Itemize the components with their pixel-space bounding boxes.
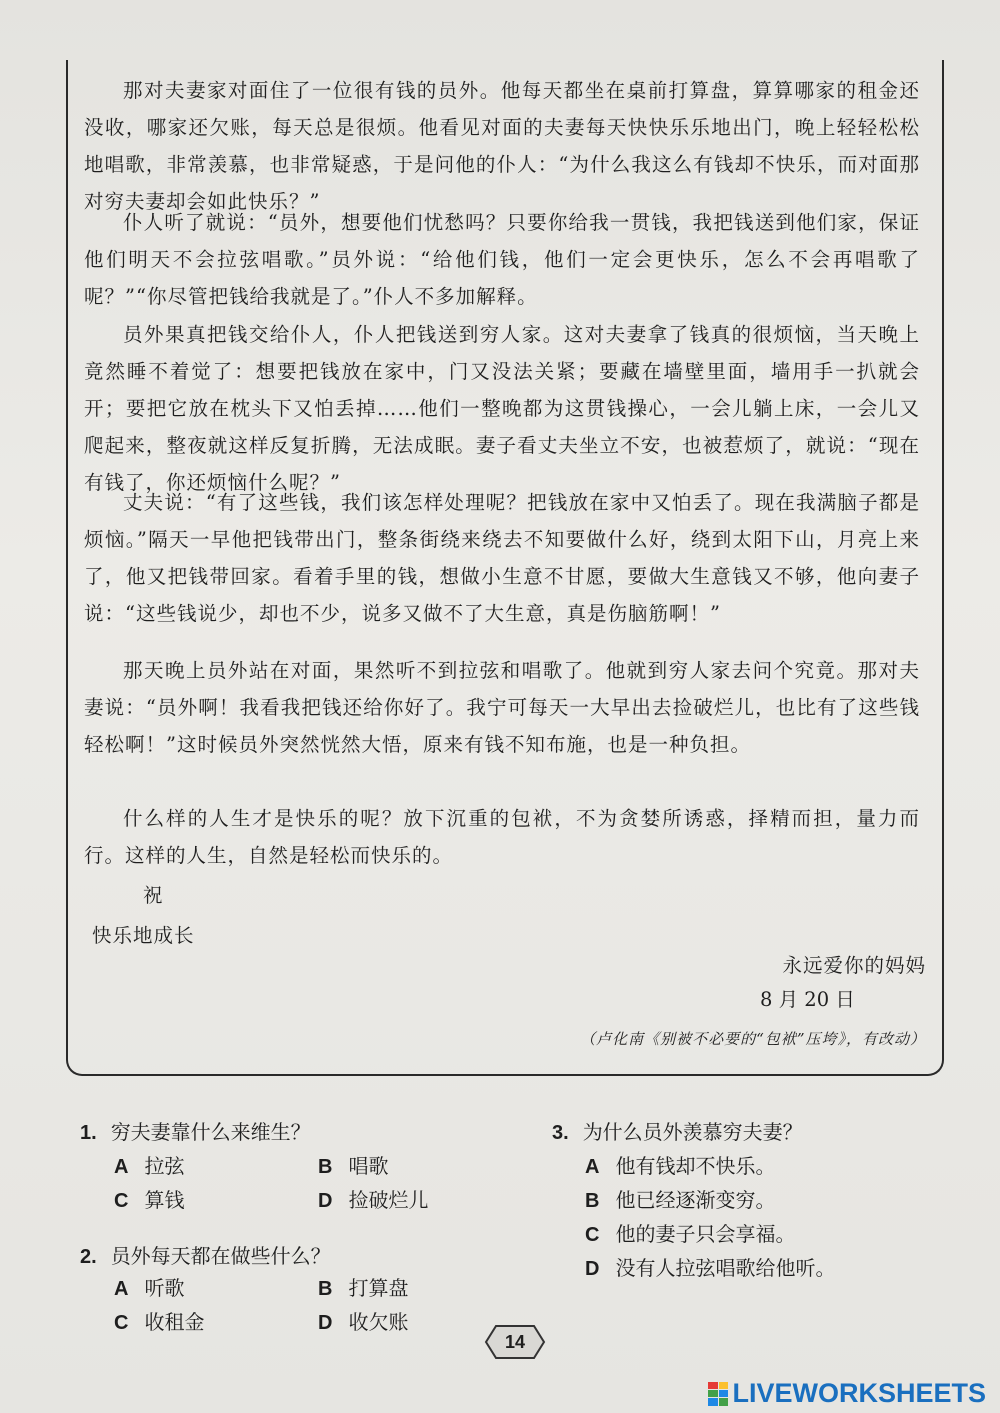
- question-text: 员外每天都在做些什么？: [110, 1244, 331, 1268]
- option-letter: B: [318, 1278, 333, 1300]
- story-source-citation: （卢化南《别被不必要的“包袱”压垮》，有改动）: [580, 1030, 926, 1048]
- page-number-badge: [482, 1322, 548, 1362]
- question-3: [552, 1116, 803, 1145]
- option-letter: D: [318, 1312, 333, 1334]
- option-text: 听歌: [144, 1276, 185, 1300]
- option-letter: C: [114, 1190, 129, 1212]
- q1-option-a[interactable]: [114, 1150, 184, 1179]
- option-letter: C: [585, 1224, 600, 1246]
- question-text: 为什么员外羡慕穷夫妻？: [582, 1120, 803, 1144]
- option-text: 他的妻子只会享福。: [615, 1222, 796, 1246]
- page-number: 14: [504, 1331, 526, 1352]
- letter-signature: 永远爱你的妈妈: [782, 954, 926, 977]
- option-letter: B: [585, 1190, 600, 1212]
- question-2: [80, 1240, 331, 1269]
- q3-option-c[interactable]: [585, 1218, 795, 1247]
- question-text: 穷夫妻靠什么来维生？: [110, 1120, 311, 1144]
- option-letter: B: [318, 1156, 333, 1178]
- q3-option-a[interactable]: [585, 1150, 775, 1179]
- option-text: 收租金: [144, 1310, 205, 1334]
- closing-greeting: 祝: [143, 884, 163, 907]
- story-paragraph-1: 那对夫妻家对面住了一位很有钱的员外。他每天都坐在桌前打算盘，算算哪家的租金还没收，哪家还欠账，每天总是很烦。他看见对面的夫妻每天快快乐乐地出门，晚上轻轻松松地唱歌，非常羡慕，也非常疑惑，于是问他的仆人：“为什么我这么有钱却不快乐，而对面那对穷夫妻却会如此快乐？”: [84, 79, 920, 213]
- option-letter: D: [585, 1258, 600, 1280]
- liveworksheets-logo-icon: [708, 1382, 728, 1406]
- question-number: 1.: [80, 1122, 97, 1144]
- logo-text: LIVEWORKSHEETS: [732, 1378, 986, 1408]
- option-text: 他有钱却不快乐。: [615, 1154, 776, 1178]
- question-number: 2.: [80, 1246, 97, 1268]
- q2-option-d[interactable]: [318, 1306, 408, 1335]
- story-paragraph-5: 那天晚上员外站在对面，果然听不到拉弦和唱歌了。他就到穷人家去问个究竟。那对夫妻说：“员外啊！我看我把钱还给你好了。我宁可每天一大早出去捡破烂儿，也比有了这些钱轻松啊！”这时候员外突然恍然大悟，原来有钱不知布施，也是一种负担。: [84, 659, 920, 756]
- option-text: 拉弦: [144, 1154, 185, 1178]
- option-letter: A: [114, 1278, 129, 1300]
- story-paragraph-2: 仆人听了就说：“员外，想要他们忧愁吗？只要你给我一贯钱，我把钱送到他们家，保证他们明天不会拉弦唱歌。”员外说：“给他们钱，他们一定会更快乐，怎么不会再唱歌了呢？”“你尽管把钱给我就是了。”仆人不多加解释。: [84, 211, 920, 308]
- q1-option-d[interactable]: [318, 1184, 428, 1213]
- q1-option-b[interactable]: [318, 1150, 388, 1179]
- liveworksheets-logo: [708, 1378, 986, 1409]
- option-text: 算钱: [144, 1188, 185, 1212]
- q2-option-a[interactable]: [114, 1272, 184, 1301]
- question-1: [80, 1116, 311, 1145]
- q1-option-c[interactable]: [114, 1184, 184, 1213]
- story-paragraph-6: 什么样的人生才是快乐的呢？放下沉重的包袱，不为贪婪所诱惑，择精而担，量力而行。这样的人生，自然是轻松而快乐的。: [84, 807, 920, 867]
- option-letter: A: [585, 1156, 600, 1178]
- option-letter: D: [318, 1190, 333, 1212]
- option-text: 唱歌: [348, 1154, 389, 1178]
- question-number: 3.: [552, 1122, 569, 1144]
- option-text: 他已经逐渐变穷。: [615, 1188, 776, 1212]
- option-text: 打算盘: [348, 1276, 409, 1300]
- closing-wish: 快乐地成长: [92, 924, 195, 947]
- option-text: 没有人拉弦唱歌给他听。: [615, 1256, 836, 1280]
- q3-option-d[interactable]: [585, 1252, 835, 1281]
- q3-option-b[interactable]: [585, 1184, 775, 1213]
- option-letter: C: [114, 1312, 129, 1334]
- story-paragraph-3: 员外果真把钱交给仆人，仆人把钱送到穷人家。这对夫妻拿了钱真的很烦恼，当天晚上竟然睡不着觉了：想要把钱放在家中，门又没法关紧；要藏在墙壁里面，墙用手一扒就会开；要把它放在枕头下又怕丢掉……他们一整晚都为这贯钱操心，一会儿躺上床，一会儿又爬起来，整夜就这样反复折腾，无法成眠。妻子看丈夫坐立不安，也被惹烦了，就说：“现在有钱了，你还烦恼什么呢？”: [84, 323, 920, 494]
- q2-option-b[interactable]: [318, 1272, 408, 1301]
- option-text: 捡破烂儿: [348, 1188, 429, 1212]
- option-letter: A: [114, 1156, 129, 1178]
- option-text: 收欠账: [348, 1310, 409, 1334]
- q2-option-c[interactable]: [114, 1306, 204, 1335]
- letter-date: 8 月 20 日: [760, 988, 855, 1011]
- story-paragraph-4: 丈夫说：“有了这些钱，我们该怎样处理呢？把钱放在家中又怕丢了。现在我满脑子都是烦恼。”隔天一早他把钱带出门，整条街绕来绕去不知要做什么好，绕到太阳下山，月亮上来了，他又把钱带回家。看着手里的钱，想做小生意不甘愿，要做大生意钱又不够，他向妻子说：“这些钱说少，却也不少，说多又做不了大生意，真是伤脑筋啊！”: [84, 491, 920, 625]
